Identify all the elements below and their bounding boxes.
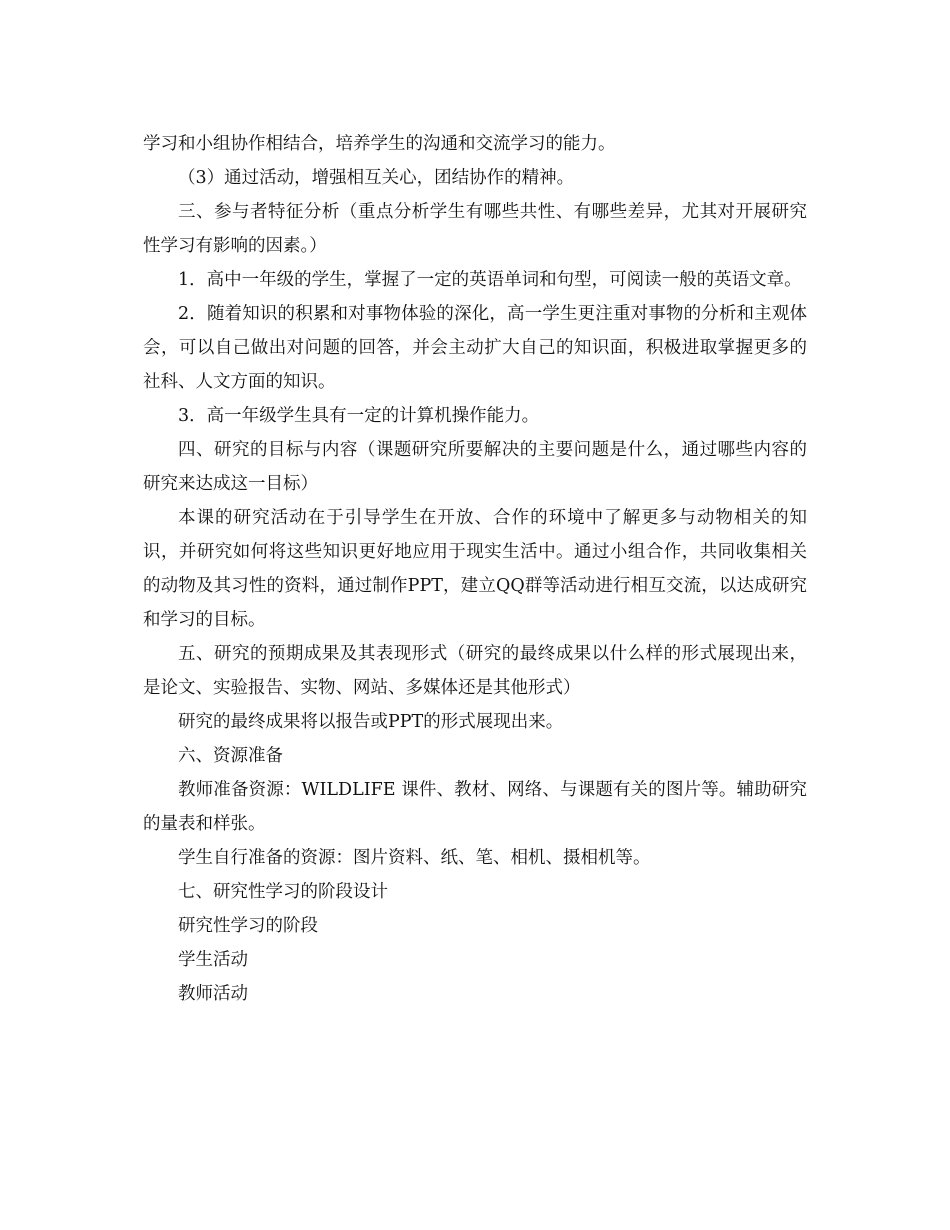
paragraph-research-activity: 本课的研究活动在于引导学生在开放、合作的环境中了解更多与动物相关的知识，并研究如何将这些知识更好地应用于现实生活中。通过小组合作，共同收集相关的动物及其习性的资料，通过制作PPT，建立QQ群等活动进行相互交流，以达成研究和学习的目标。: [143, 508, 807, 630]
heading-section-7: 七、研究性学习的阶段设计: [178, 882, 388, 902]
heading-section-4: 四、研究的目标与内容（课题研究所要解决的主要问题是什么，通过哪些内容的研究来达成这一目标）: [143, 440, 807, 494]
document-body: [143, 127, 807, 1011]
paragraph-teacher-resources: 教师准备资源：WILDLIFE 课件、教材、网络、与课题有关的图片等。辅助研究的量表和样张。: [143, 780, 807, 834]
heading-section-6: 六、资源准备: [178, 746, 283, 766]
table-label-teacher-activity: 教师活动: [178, 984, 248, 1004]
paragraph-continuation: 学习和小组协作相结合，培养学生的沟通和交流学习的能力。: [143, 134, 616, 154]
heading-section-5: 五、研究的预期成果及其表现形式（研究的最终成果以什么样的形式展现出来，是论文、实验报告、实物、网站、多媒体还是其他形式）: [143, 644, 807, 698]
heading-section-3: 三、参与者特征分析（重点分析学生有哪些共性、有哪些差异，尤其对开展研究性学习有影响的因素。）: [143, 202, 807, 256]
table-label-student-activity: 学生活动: [178, 950, 248, 970]
paragraph-objective-3: （3）通过活动，增强相互关心，团结协作的精神。: [178, 168, 575, 188]
paragraph-final-outcome: 研究的最终成果将以报告或PPT的形式展现出来。: [178, 712, 564, 732]
paragraph-student-resources: 学生自行准备的资源：图片资料、纸、笔、相机、摄相机等。: [178, 848, 651, 868]
paragraph-item-1: 1．高中一年级的学生，掌握了一定的英语单词和句型，可阅读一般的英语文章。: [178, 270, 802, 290]
paragraph-item-3: 3．高一年级学生具有一定的计算机操作能力。: [178, 406, 540, 426]
paragraph-item-2: 2．随着知识的积累和对事物体验的深化，高一学生更注重对事物的分析和主观体会，可以自己做出对问题的回答，并会主动扩大自己的知识面，积极进取掌握更多的社科、人文方面的知识。: [143, 304, 807, 392]
table-label-stage: 研究性学习的阶段: [178, 916, 318, 936]
